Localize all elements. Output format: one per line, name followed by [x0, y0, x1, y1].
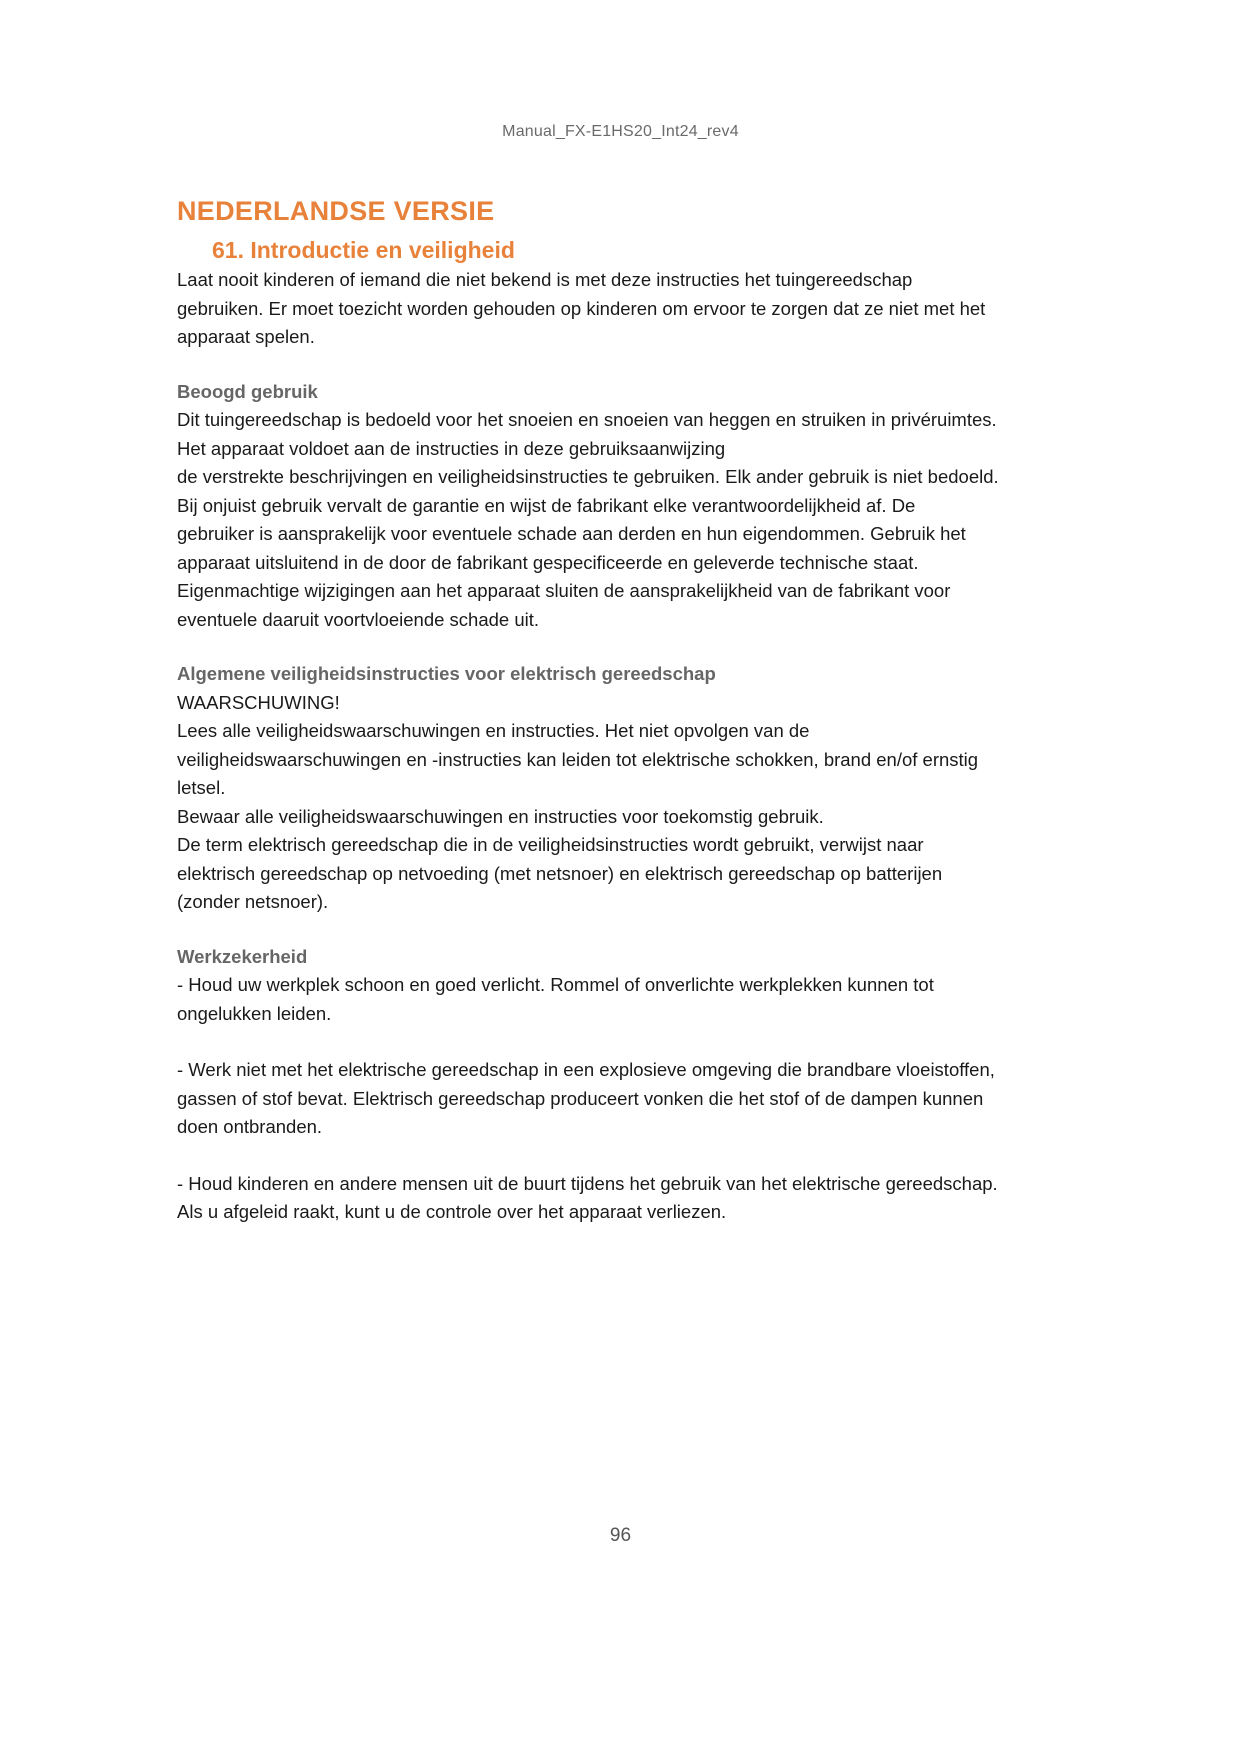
text-line: ongelukken leiden.	[177, 1002, 332, 1024]
text-line: (zonder netsnoer).	[177, 891, 329, 912]
text-line: Laat nooit kinderen of iemand die niet bekend is met deze instructies het tuingereedschap	[177, 269, 913, 290]
general-safety-heading: Algemene veiligheidsinstructies voor elektrisch gereedschap	[177, 663, 716, 684]
text-line: gebruiken. Er moet toezicht worden gehouden op kinderen om ervoor te zorgen dat ze niet met het	[177, 297, 986, 319]
text-line: - Werk niet met het elektrische gereedschap in een explosieve omgeving die brandbare vloeistoffen,	[177, 1059, 995, 1080]
page-content	[177, 192, 1077, 1227]
document-title: NEDERLANDSE VERSIE	[177, 196, 495, 226]
intended-use-heading: Beoogd gebruik	[177, 380, 318, 402]
text-line: - Houd uw werkplek schoon en goed verlicht. Rommel of onverlichte werkplekken kunnen tot	[177, 974, 934, 995]
intro-paragraph	[177, 266, 1077, 352]
section-title: 61. Introductie en veiligheid	[212, 237, 515, 263]
work-safety-item	[177, 1170, 1077, 1227]
text-line: eventuele daaruit voortvloeiende schade uit.	[177, 608, 540, 630]
text-line: De term elektrisch gereedschap die in de veiligheidsinstructies wordt gebruikt, verwijst naar	[177, 834, 924, 855]
general-safety-paragraph	[177, 689, 1077, 917]
text-line: Bewaar alle veiligheidswaarschuwingen en instructies voor toekomstig gebruik.	[177, 805, 824, 827]
text-line: Dit tuingereedschap is bedoeld voor het snoeien en snoeien van heggen en struiken in privéruimtes.	[177, 409, 997, 430]
text-line: elektrisch gereedschap op netvoeding (met netsnoer) en elektrisch gereedschap op batterijen	[177, 862, 943, 884]
text-line: doen ontbranden.	[177, 1116, 323, 1137]
page-number: 96	[609, 1525, 632, 1546]
work-safety-heading: Werkzekerheid	[177, 945, 308, 967]
spacer	[177, 1142, 1077, 1170]
text-line: letsel.	[177, 777, 226, 798]
text-line: - Houd kinderen en andere mensen uit de buurt tijdens het gebruik van het elektrische gereedschap.	[177, 1172, 998, 1194]
intended-use-paragraph	[177, 406, 1077, 634]
text-line: Als u afgeleid raakt, kunt u de controle over het apparaat verliezen.	[177, 1201, 727, 1222]
text-line: gebruiker is aansprakelijk voor eventuele schade aan derden en hun eigendommen. Gebruik het	[177, 523, 966, 544]
text-line: Bij onjuist gebruik vervalt de garantie en wijst de fabrikant elke verantwoordelijkheid af. De	[177, 494, 916, 516]
text-line: Het apparaat voldoet aan de instructies in deze gebruiksaanwijzing	[177, 437, 726, 459]
warning-label: WAARSCHUWING!	[177, 691, 340, 713]
text-line: gassen of stof bevat. Elektrisch gereedschap produceert vonken die het stof of de dampen kunnen	[177, 1087, 984, 1109]
text-line: de verstrekte beschrijvingen en veiligheidsinstructies te gebruiken. Elk ander gebruik is niet bedoeld.	[177, 466, 999, 487]
text-line: veiligheidswaarschuwingen en -instructies kan leiden tot elektrische schokken, brand en/of ernstig	[177, 748, 979, 770]
work-safety-item	[177, 1056, 1077, 1142]
text-line: apparaat spelen.	[177, 326, 315, 347]
running-header: Manual_FX-E1HS20_Int24_rev4	[502, 123, 739, 140]
text-line: Lees alle veiligheidswaarschuwingen en instructies. Het niet opvolgen van de	[177, 720, 810, 741]
work-safety-item	[177, 971, 1077, 1028]
text-line: Eigenmachtige wijzigingen aan het apparaat sluiten de aansprakelijkheid van de fabrikant voor	[177, 580, 951, 601]
text-line: apparaat uitsluitend in de door de fabrikant gespecificeerde en geleverde technische staat.	[177, 551, 919, 573]
spacer	[177, 1028, 1077, 1056]
